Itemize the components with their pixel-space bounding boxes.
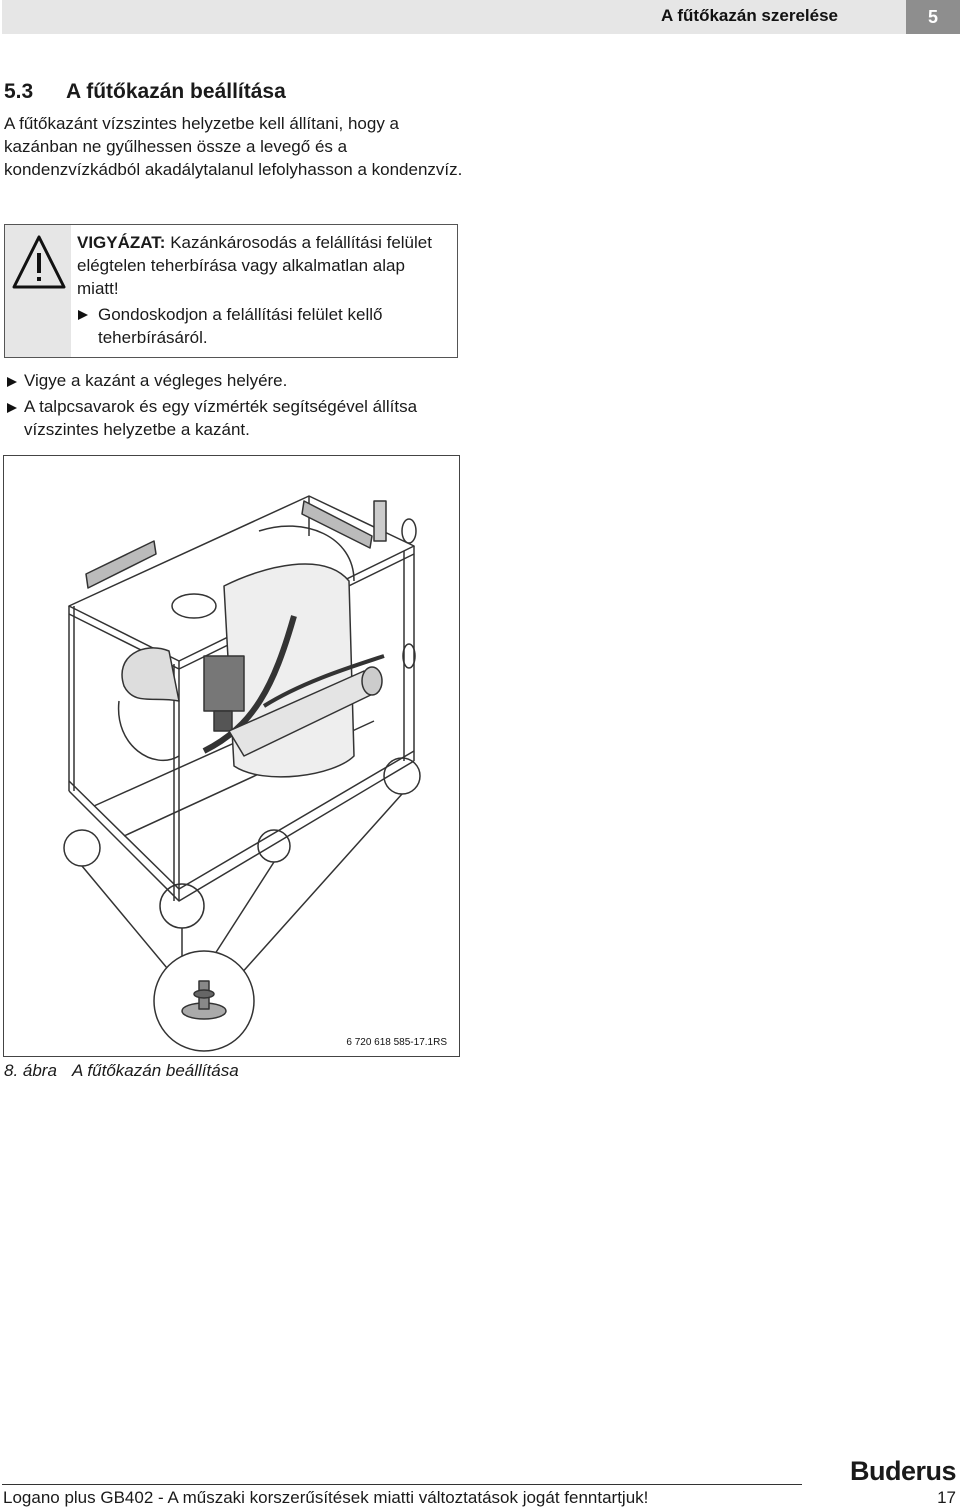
- warning-icon-panel: [5, 225, 71, 357]
- section-number: 5.3: [4, 80, 34, 103]
- warning-triangle-icon: [10, 231, 68, 293]
- header-title: A fűtőkazán szerelése: [661, 6, 838, 25]
- section-title: [4, 80, 286, 104]
- triangle-bullet-icon: [77, 309, 97, 329]
- page-number: 17: [937, 1488, 956, 1507]
- warning-label: VIGYÁZAT:: [77, 233, 166, 252]
- triangle-bullet-icon: [6, 376, 26, 396]
- figure-frame: [3, 455, 460, 1057]
- figure-caption-text: A fűtőkazán beállítása: [72, 1061, 239, 1080]
- warning-box: [4, 224, 458, 358]
- warning-message: Kazánkárosodás a felállítási felület elégtelen teherbírása vagy alkalmatlan alap miatt!: [77, 233, 432, 298]
- triangle-bullet-icon: [6, 402, 26, 422]
- chapter-number: 5: [906, 0, 960, 34]
- header-bar: [2, 0, 906, 34]
- warning-text: [77, 231, 451, 300]
- intro-paragraph: A fűtőkazánt vízszintes helyzetbe kell állítani, hogy a kazánban ne gyűlhessen össze a levegő és a kondenzvízkádból akadálytalanul lefolyhasson a kondenzvíz.: [4, 114, 463, 179]
- boiler-illustration: [4, 456, 459, 1056]
- figure-caption-number: 8. ábra: [4, 1061, 57, 1080]
- figure-caption: [4, 1061, 239, 1081]
- section-title-text: A fűtőkazán beállítása: [66, 80, 286, 103]
- brand-logo: Buderus: [849, 1456, 956, 1486]
- step-2: A talpcsavarok és egy vízmérték segítségével állítsa vízszintes helyzetbe a kazánt.: [24, 397, 418, 439]
- footer-text: Logano plus GB402 - A műszaki korszerűsítések miatti változtatások jogát fenntartjuk!: [3, 1488, 649, 1507]
- figure-code: 6 720 618 585-17.1RS: [346, 1037, 447, 1048]
- step-1: Vigye a kazánt a végleges helyére.: [24, 371, 288, 390]
- warning-step: Gondoskodjon a felállítási felület kellő teherbírásáról.: [98, 305, 383, 347]
- footer-divider: [2, 1484, 802, 1485]
